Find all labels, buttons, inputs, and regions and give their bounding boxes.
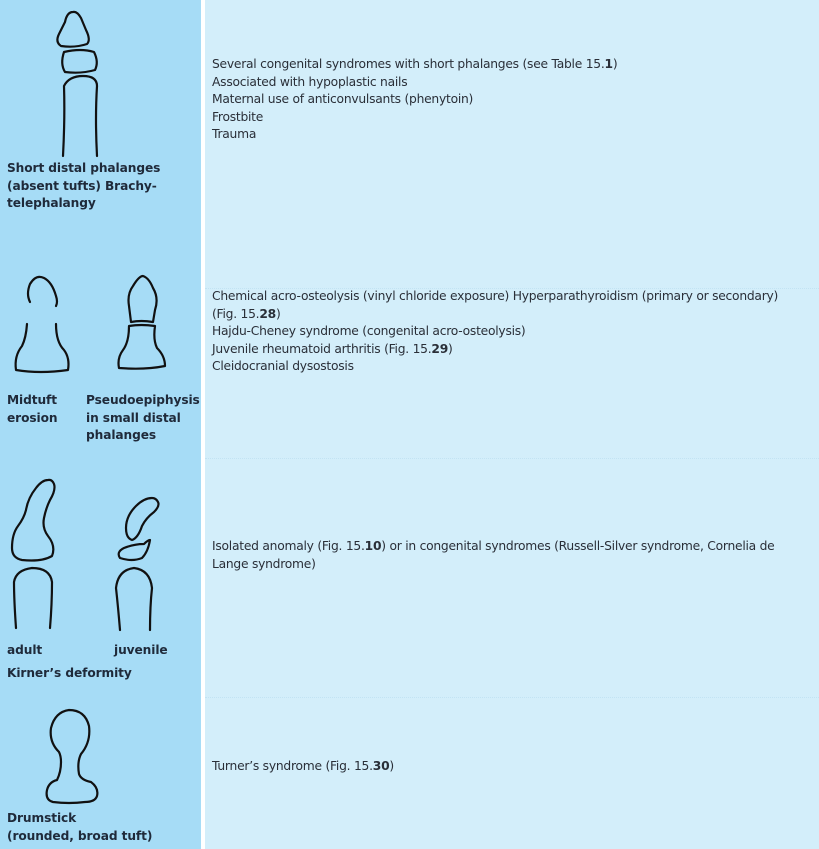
causes-list xyxy=(212,758,394,776)
cause-text: Trauma xyxy=(212,127,257,141)
kirner-adult-drawing-icon xyxy=(8,476,68,636)
cause-text: Cleidocranial dysostosis xyxy=(212,359,354,373)
figure-label-b xyxy=(86,392,200,445)
row-divider xyxy=(205,458,819,459)
cause-text: ) xyxy=(448,341,453,356)
cause-text: ) xyxy=(612,57,618,71)
figure-ref: 28 xyxy=(259,306,276,321)
figure-label-a: adult xyxy=(7,643,43,657)
cause-text: Hajdu-Cheney syndrome (congenital acro-osteolysis) xyxy=(212,324,526,338)
figure-label-line: Pseudoepiphysis xyxy=(86,393,200,407)
figure-label xyxy=(7,810,152,845)
cause-item xyxy=(212,74,617,92)
cause-item xyxy=(212,56,617,74)
cause-text: Several congenital syndromes with short phalanges (see Table 15. xyxy=(212,57,605,71)
figure-label-line: (rounded, broad tuft) xyxy=(7,828,153,843)
figure-ref: 29 xyxy=(431,341,449,356)
cause-text: Turner’s syndrome (Fig. 15. xyxy=(212,759,373,773)
cause-item xyxy=(212,288,778,306)
figure-label-line: telephalangy xyxy=(7,196,96,210)
cause-text: Associated with hypoplastic nails xyxy=(212,74,408,89)
cause-text: Maternal use of anticonvulsants (phenytoin) xyxy=(212,92,474,106)
cause-item xyxy=(212,341,778,359)
cause-item xyxy=(212,538,774,556)
figure-label-line: Drumstick xyxy=(7,811,77,825)
row-divider xyxy=(205,697,819,698)
causes-list xyxy=(212,288,778,376)
figure-label-line: phalanges xyxy=(86,428,157,442)
cause-item xyxy=(212,91,617,109)
cause-text: Frostbite xyxy=(212,109,264,124)
figure-label-line: Midtuft xyxy=(7,393,57,407)
cause-item xyxy=(212,323,778,341)
cause-item xyxy=(212,358,778,376)
short-distal-phalanx-drawing-icon xyxy=(55,8,115,158)
figure-label-line: erosion xyxy=(7,410,58,425)
causes-list xyxy=(212,56,617,144)
pseudoepiphysis-drawing-icon xyxy=(115,272,175,377)
cause-text: Isolated anomaly (Fig. 15. xyxy=(212,539,365,553)
cause-item xyxy=(212,306,778,324)
figure-label-line: in small distal xyxy=(86,410,181,425)
cause-text: ) xyxy=(389,759,394,773)
figure-label-a xyxy=(7,392,57,427)
figure-label-line: (absent tufts) Brachy- xyxy=(7,178,157,193)
cause-text: (Fig. 15. xyxy=(212,306,260,321)
cause-item xyxy=(212,758,394,776)
figure-ref: 1 xyxy=(604,57,613,71)
midtuft-erosion-drawing-icon xyxy=(12,272,72,377)
figure-label-line: Short distal phalanges xyxy=(7,161,161,175)
figure-ref: 10 xyxy=(364,539,382,553)
cause-text: ) or in congenital syndromes (Russell-Silver syndrome, Cornelia de xyxy=(381,539,775,553)
cause-item xyxy=(212,556,774,574)
cause-item xyxy=(212,109,617,127)
figure-caption: Kirner’s deformity xyxy=(7,666,132,680)
figure-label-b: juvenile xyxy=(114,643,168,657)
figure-ref: 30 xyxy=(372,759,390,773)
causes-list xyxy=(212,538,774,573)
figure-label xyxy=(7,160,160,213)
cause-text: Chemical acro-osteolysis (vinyl chloride exposure) Hyperparathyroidism (primary or secondary) xyxy=(212,289,779,303)
cause-text: Lange syndrome) xyxy=(212,556,316,571)
kirner-juvenile-drawing-icon xyxy=(112,494,162,634)
cause-text: ) xyxy=(275,306,281,321)
cause-text: Juvenile rheumatoid arthritis (Fig. 15. xyxy=(212,341,432,356)
drumstick-phalanx-drawing-icon xyxy=(45,706,105,806)
cause-item xyxy=(212,126,617,144)
